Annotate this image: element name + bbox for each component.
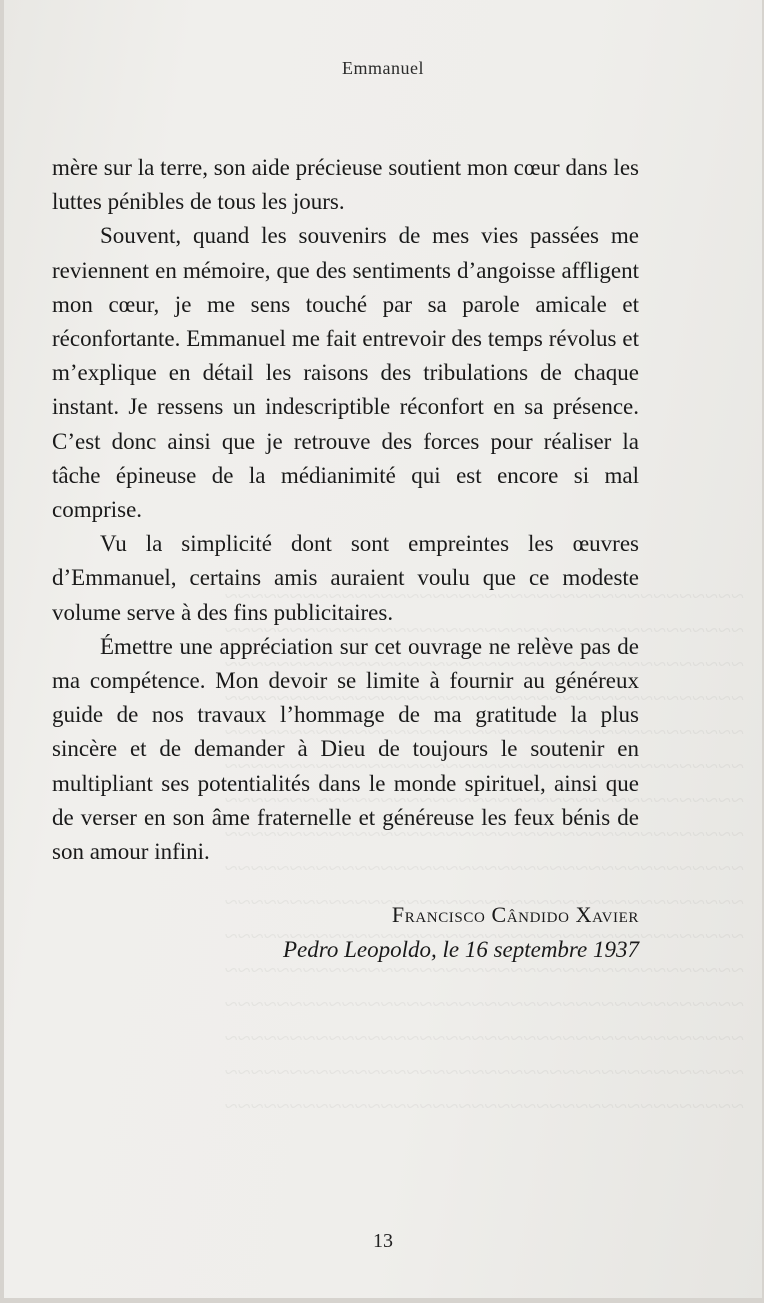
paragraph: Souvent, quand les souvenirs de mes vies passées me reviennent en mémoire, que des sentiments d’angoisse affligent mon cœur, je me sens touché par sa parole amicale et réconfortante. Emmanuel me fait entrevoir des temps révolus et m’explique en détail les raisons des tribulations de chaque instant. Je ressens un indescriptible réconfort en sa présence. C’est donc ainsi que je retrouve des forces pour réaliser la tâche épineuse de la médianimité qui est encore si mal comprise. bbox=[52, 223, 639, 523]
running-head: Emmanuel bbox=[342, 58, 424, 78]
book-page bbox=[4, 0, 762, 1298]
page-number: 13 bbox=[373, 1230, 393, 1252]
body-text bbox=[52, 151, 639, 869]
paragraph: Vu la simplicité dont sont empreintes les œuvres d’Emmanuel, certains amis auraient voulu que ce modeste volume serve à des fins publicitaires. bbox=[52, 531, 639, 625]
signature-place-date: Pedro Leopoldo, le 16 septembre 1937 bbox=[282, 937, 639, 962]
paragraph-continuation: mère sur la terre, son aide précieuse soutient mon cœur dans les luttes pénibles de tous les jours. bbox=[52, 155, 639, 215]
signature-block bbox=[52, 897, 639, 967]
signature-name: Francisco Cândido Xavier bbox=[391, 902, 639, 927]
paragraph: Émettre une appréciation sur cet ouvrage ne relève pas de ma compétence. Mon devoir se limite à fournir au généreux guide de nos travaux l’hommage de ma gratitude la plus sincère et de demander à Dieu de toujours le soutenir en multipliant ses potentialités dans le monde spirituel, ainsi que de verser en son âme fraternelle et généreuse les feux bénis de son amour infini. bbox=[52, 633, 639, 865]
